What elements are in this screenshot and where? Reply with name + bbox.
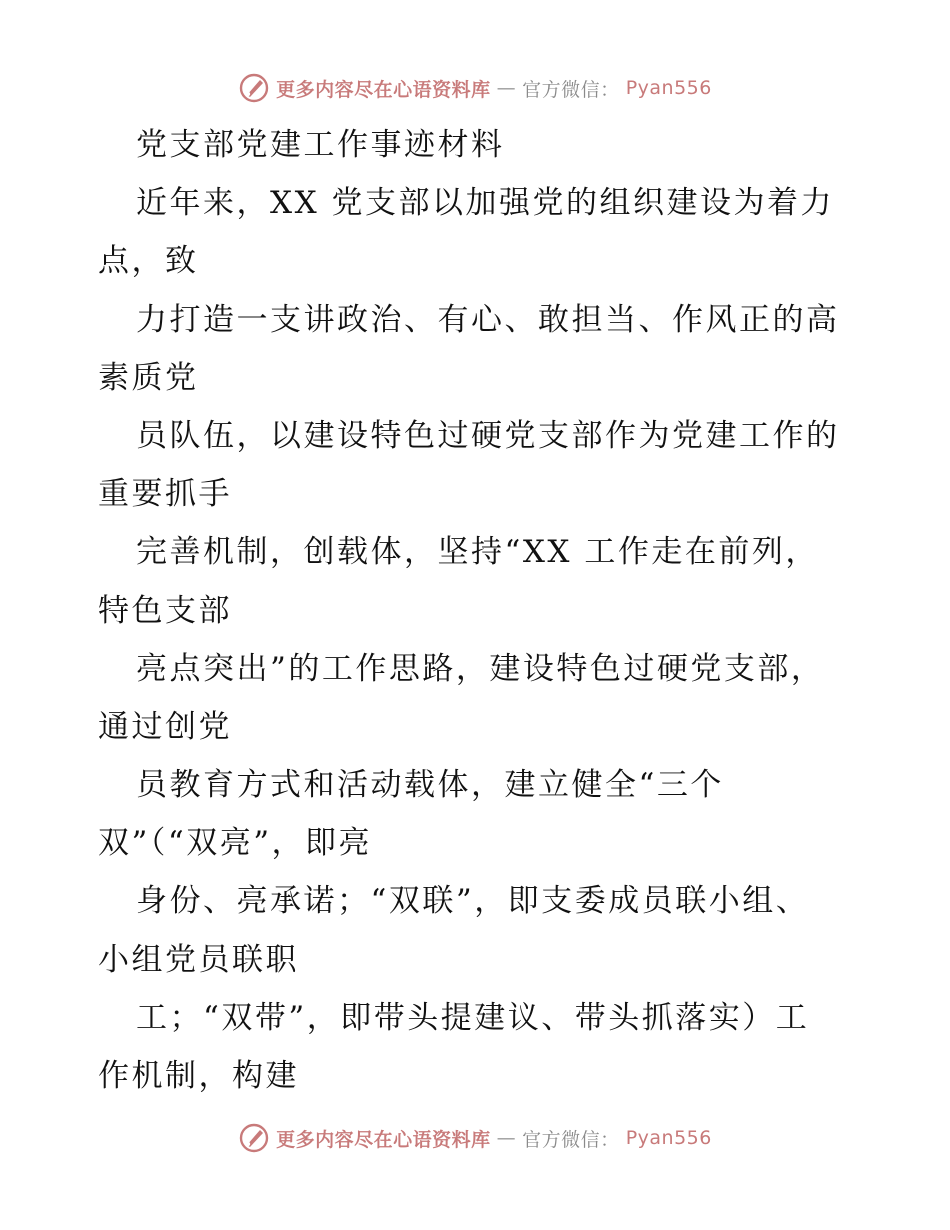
banner-separator: —	[496, 77, 517, 99]
text-line: 员教育方式和活动载体，建立健全“三个	[136, 767, 724, 804]
banner-separator: —	[496, 1127, 517, 1149]
banner-main-text: 更多内容尽在心语资料库	[276, 1128, 491, 1151]
banner-id: Pyan556	[625, 77, 712, 99]
text-line: 重要抓手	[98, 476, 232, 513]
footer-watermark-banner	[0, 1122, 950, 1154]
document-title: 党支部党建工作事迹材料	[136, 127, 505, 163]
banner-main-text: 更多内容尽在心语资料库	[276, 78, 491, 101]
text-line: 双”（“双亮”，即亮	[98, 825, 373, 862]
header-watermark-banner	[0, 72, 950, 104]
text-line: 完善机制，创载体，坚持“XX 工作走在前列，	[136, 534, 819, 571]
document-body	[98, 116, 858, 1105]
banner-label: 官方微信：	[522, 78, 620, 101]
quill-logo-icon	[238, 72, 270, 104]
text-line: 点，致	[98, 243, 199, 280]
text-line: 素质党	[98, 359, 199, 396]
text-line: 亮点突出”的工作思路，建设特色过硬党支部，	[136, 650, 825, 687]
text-line: 特色支部	[98, 592, 232, 629]
text-line: 通过创党	[98, 708, 232, 745]
quill-logo-icon	[238, 1122, 270, 1154]
text-line: 小组党员联职	[98, 941, 299, 978]
text-line: 力打造一支讲政治、有心、敢担当、作风正的高	[136, 301, 840, 338]
banner-label: 官方微信：	[522, 1128, 620, 1151]
text-line: 身份、亮承诺；“双联”，即支委成员联小组、	[136, 883, 810, 920]
text-line: 近年来，XX 党支部以加强党的组织建设为着力	[136, 185, 834, 222]
text-line: 作机制，构建	[98, 1058, 299, 1094]
text-line: 工；“双带”，即带头提建议、带头抓落实）工	[136, 999, 810, 1036]
text-line: 员队伍，以建设特色过硬党支部作为党建工作的	[136, 417, 840, 454]
banner-id: Pyan556	[625, 1127, 712, 1149]
